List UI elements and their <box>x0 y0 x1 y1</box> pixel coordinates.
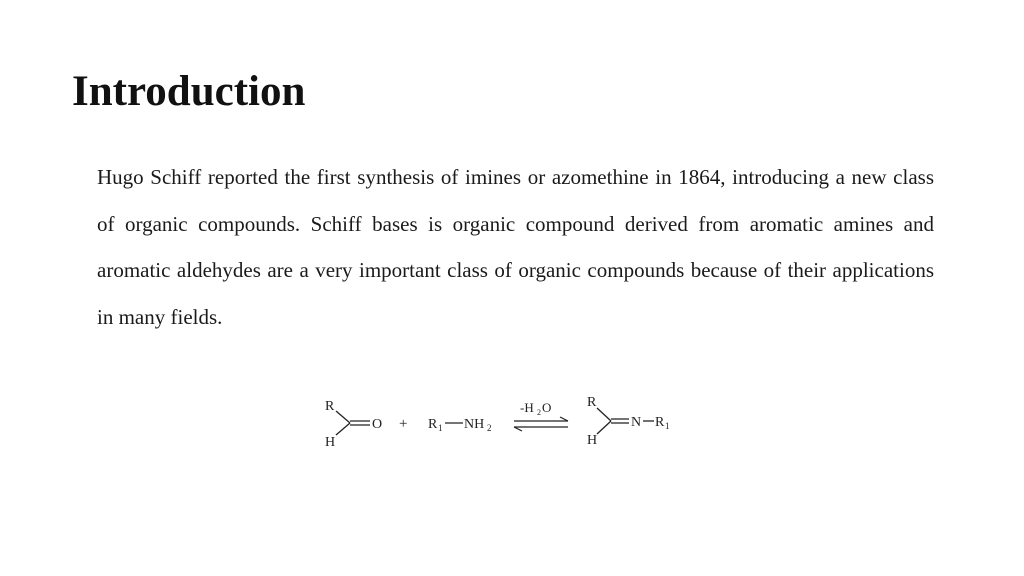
forward-arrow-head <box>560 417 568 421</box>
amine-nh-label: NH <box>464 417 485 432</box>
schiff-base-reaction-scheme <box>318 392 698 456</box>
aldehyde-structure <box>325 399 382 450</box>
aldehyde-h-label: H <box>325 435 336 450</box>
imine-r-label: R <box>587 395 597 410</box>
imine-r1-label: R <box>655 415 665 430</box>
imine-h-label: H <box>587 433 598 448</box>
condition-prefix: -H <box>520 400 534 415</box>
aldehyde-bond-h <box>336 423 350 435</box>
imine-r1-subscript: 1 <box>665 421 670 431</box>
condition-suffix: O <box>542 400 552 415</box>
amine-r-label: R <box>428 417 438 432</box>
imine-bond-r <box>597 408 611 421</box>
amine-r-subscript: 1 <box>438 423 443 433</box>
reaction-svg <box>318 392 698 456</box>
slide-title: Introduction <box>72 68 306 115</box>
aldehyde-o-label: O <box>372 417 383 432</box>
imine-structure <box>587 395 670 448</box>
amine-nh-subscript: 2 <box>487 423 492 433</box>
intro-paragraph: Hugo Schiff reported the first synthesis of imines or azomethine in 1864, introducing a new class of organic compounds. Schiff bases is organic compound derived from aromatic amines and aromatic aldehydes are a very important class of organic compounds because of their applications in many fields. <box>97 165 934 329</box>
aldehyde-bond-r <box>336 411 350 423</box>
equilibrium-arrow <box>514 400 568 431</box>
condition-subscript: 2 <box>537 408 541 417</box>
plus-sign: + <box>399 416 408 432</box>
imine-bond-h <box>597 421 611 434</box>
aldehyde-r-label: R <box>325 399 335 414</box>
reverse-arrow-head <box>514 427 522 431</box>
imine-n-label: N <box>631 415 642 430</box>
amine-structure <box>428 417 492 433</box>
